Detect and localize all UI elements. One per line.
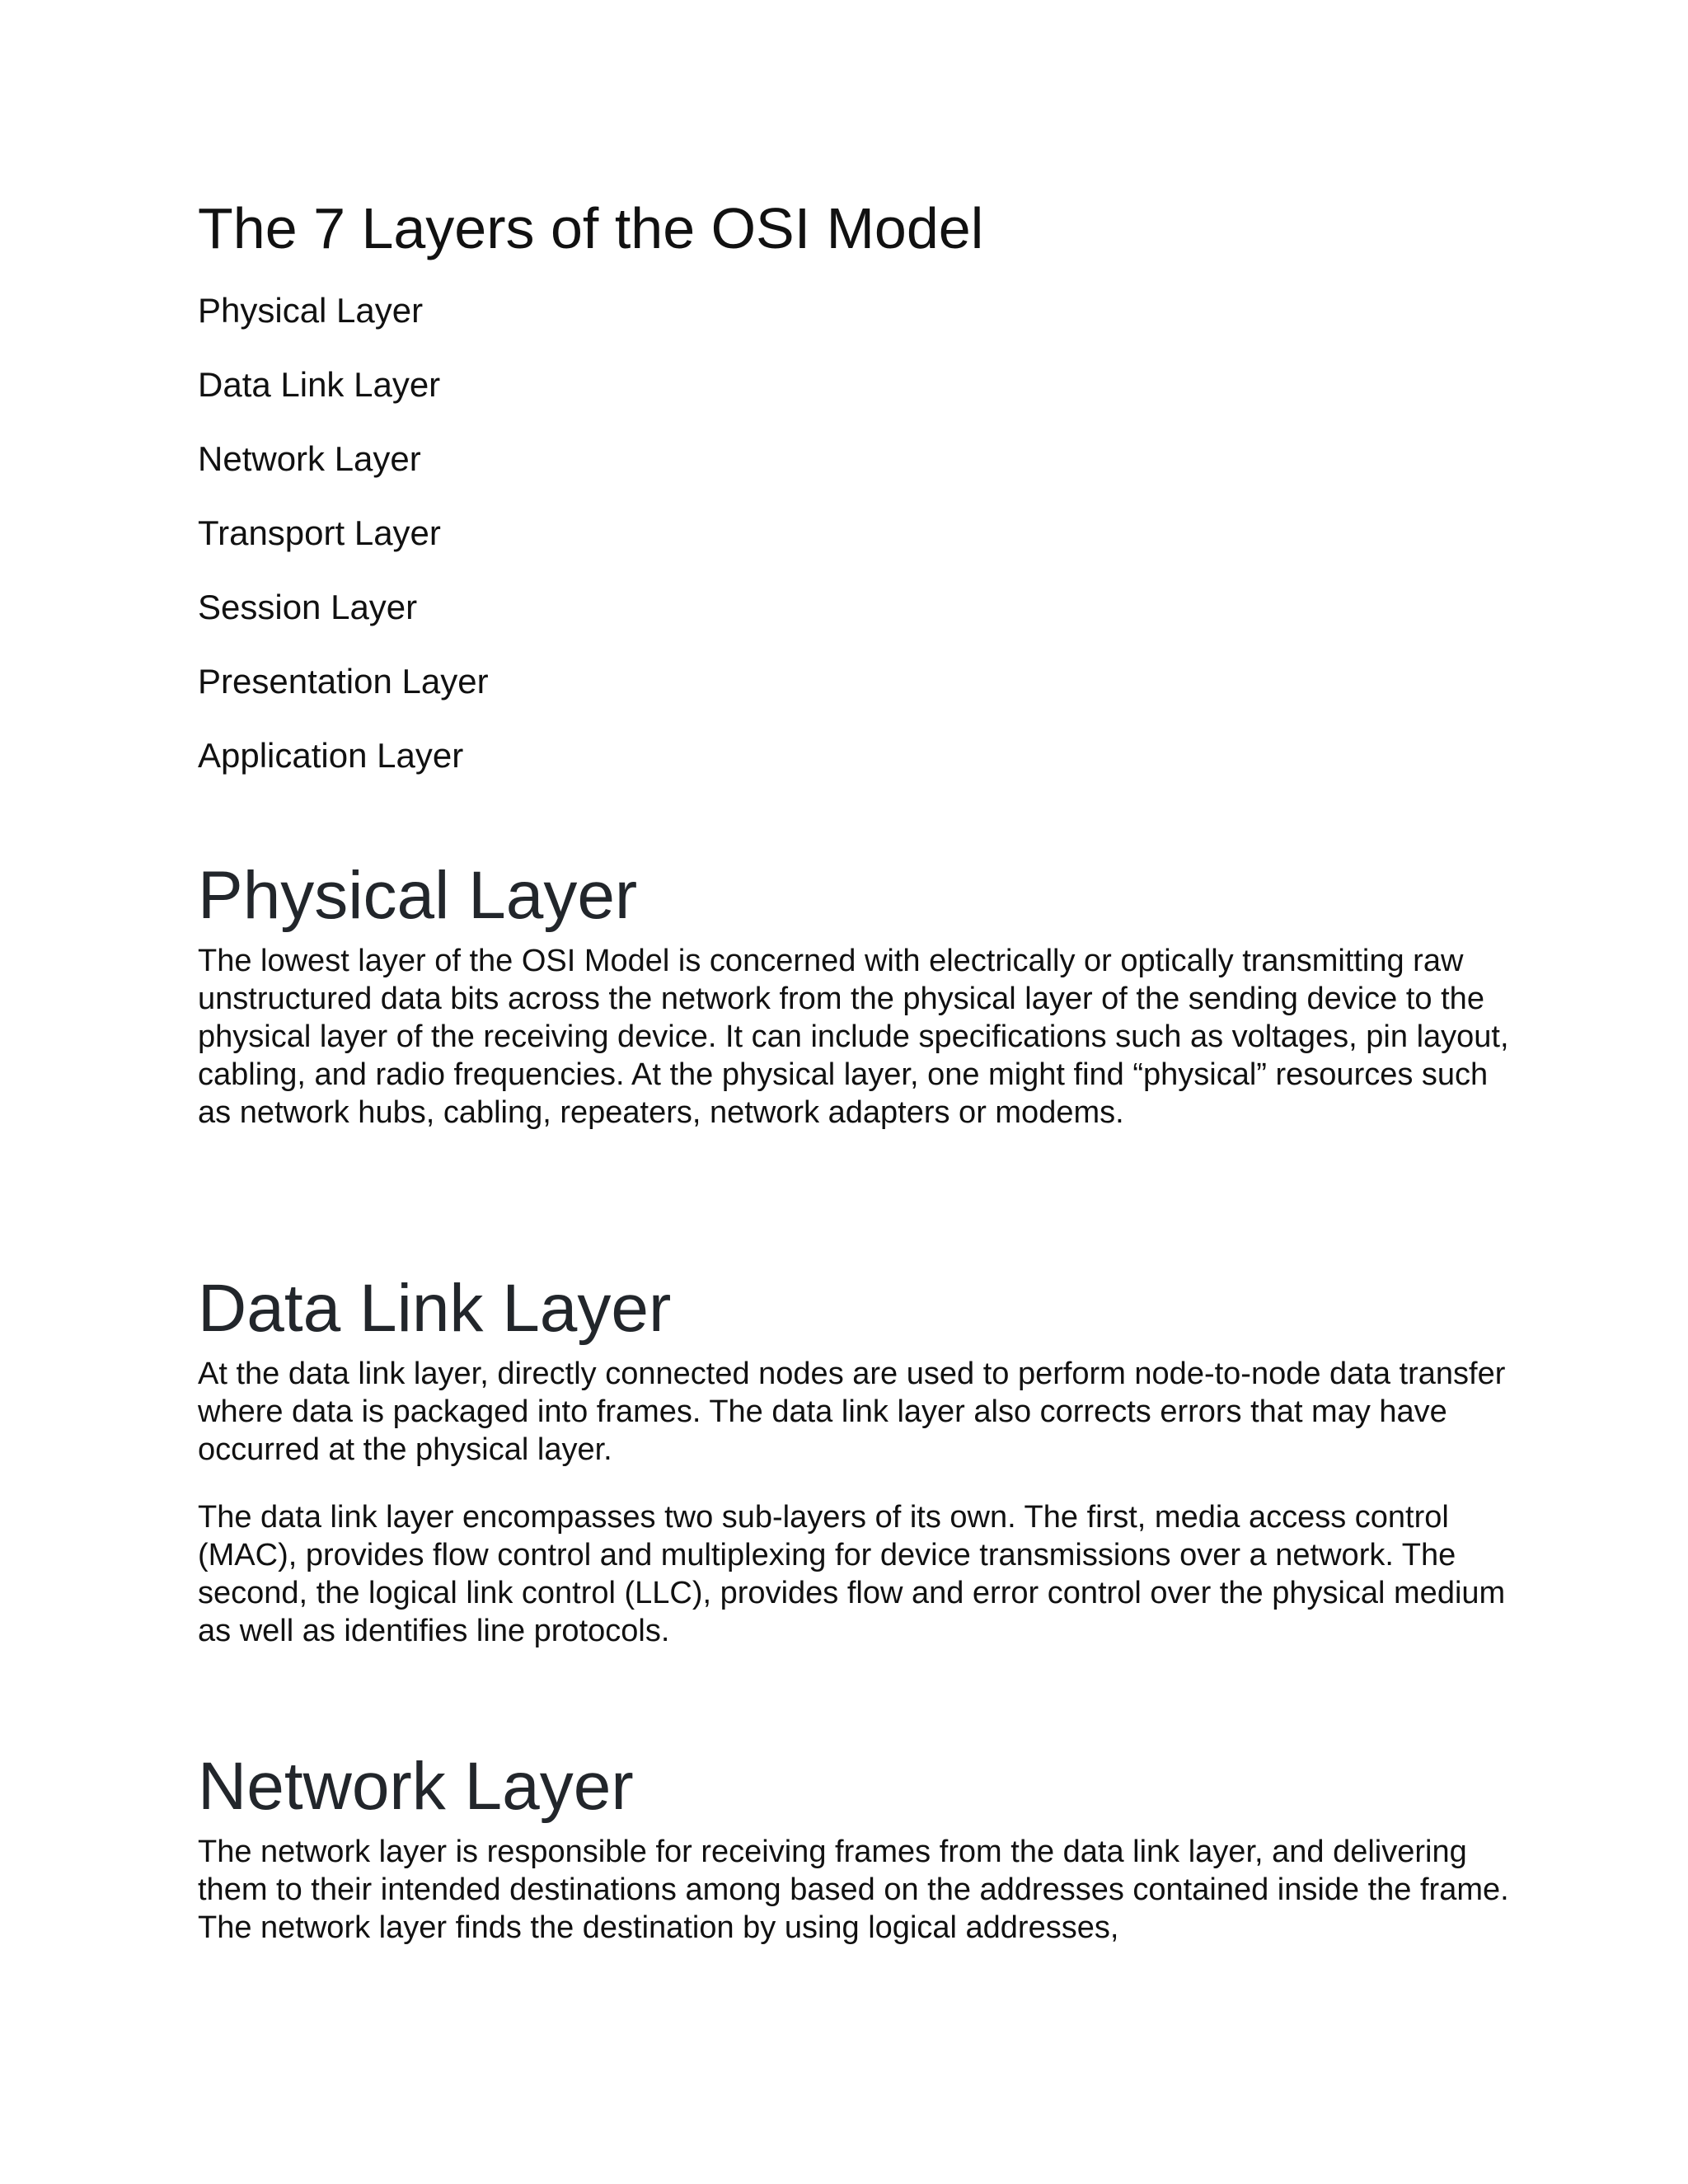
- toc-item-network-layer: Network Layer: [198, 439, 421, 478]
- section-heading-physical-layer: Physical Layer: [198, 858, 638, 933]
- section-body-network-layer: [198, 1833, 1517, 1947]
- toc-item-data-link-layer: Data Link Layer: [198, 365, 441, 404]
- section-heading-network-layer: Network Layer: [198, 1749, 634, 1824]
- paragraph: The network layer is responsible for receiving frames from the data link layer, and delivering them to their intended destinations among based on the addresses contained inside the frame. The network layer finds the destination by using logical addresses,: [198, 1835, 1509, 1945]
- toc-item-session-layer: Session Layer: [198, 588, 418, 626]
- section-body-data-link-layer: [198, 1355, 1517, 1469]
- toc-item-transport-layer: Transport Layer: [198, 513, 441, 552]
- section-heading-data-link-layer: Data Link Layer: [198, 1271, 672, 1346]
- document-title: The 7 Layers of the OSI Model: [198, 196, 984, 260]
- table-of-contents: [198, 288, 489, 808]
- toc-item-application-layer: Application Layer: [198, 736, 464, 775]
- toc-item-presentation-layer: Presentation Layer: [198, 662, 489, 701]
- paragraph: At the data link layer, directly connected nodes are used to perform node-to-node data transfer where data is packaged into frames. The data link layer also corrects errors that may have occurred at the physical layer.: [198, 1357, 1506, 1467]
- paragraph: The lowest layer of the OSI Model is concerned with electrically or optically transmitting raw unstructured data bits across the network from the physical layer of the sending device to the physical layer of the receiving device. It can include specifications such as voltages, pin layout, cabling, and radio frequencies. At the physical layer, one might find “physical” resources such as network hubs, cabling, repeaters, network adapters or modems.: [198, 944, 1509, 1130]
- section-body-data-link-layer-2: [198, 1498, 1517, 1650]
- toc-item-physical-layer: Physical Layer: [198, 291, 424, 330]
- paragraph: The data link layer encompasses two sub-layers of its own. The first, media access control (MAC), provides flow control and multiplexing for device transmissions over a network. The second, the logical link control (LLC), provides flow and error control over the physical medium as well as identifies line protocols.: [198, 1500, 1506, 1648]
- section-body-physical-layer: [198, 942, 1517, 1132]
